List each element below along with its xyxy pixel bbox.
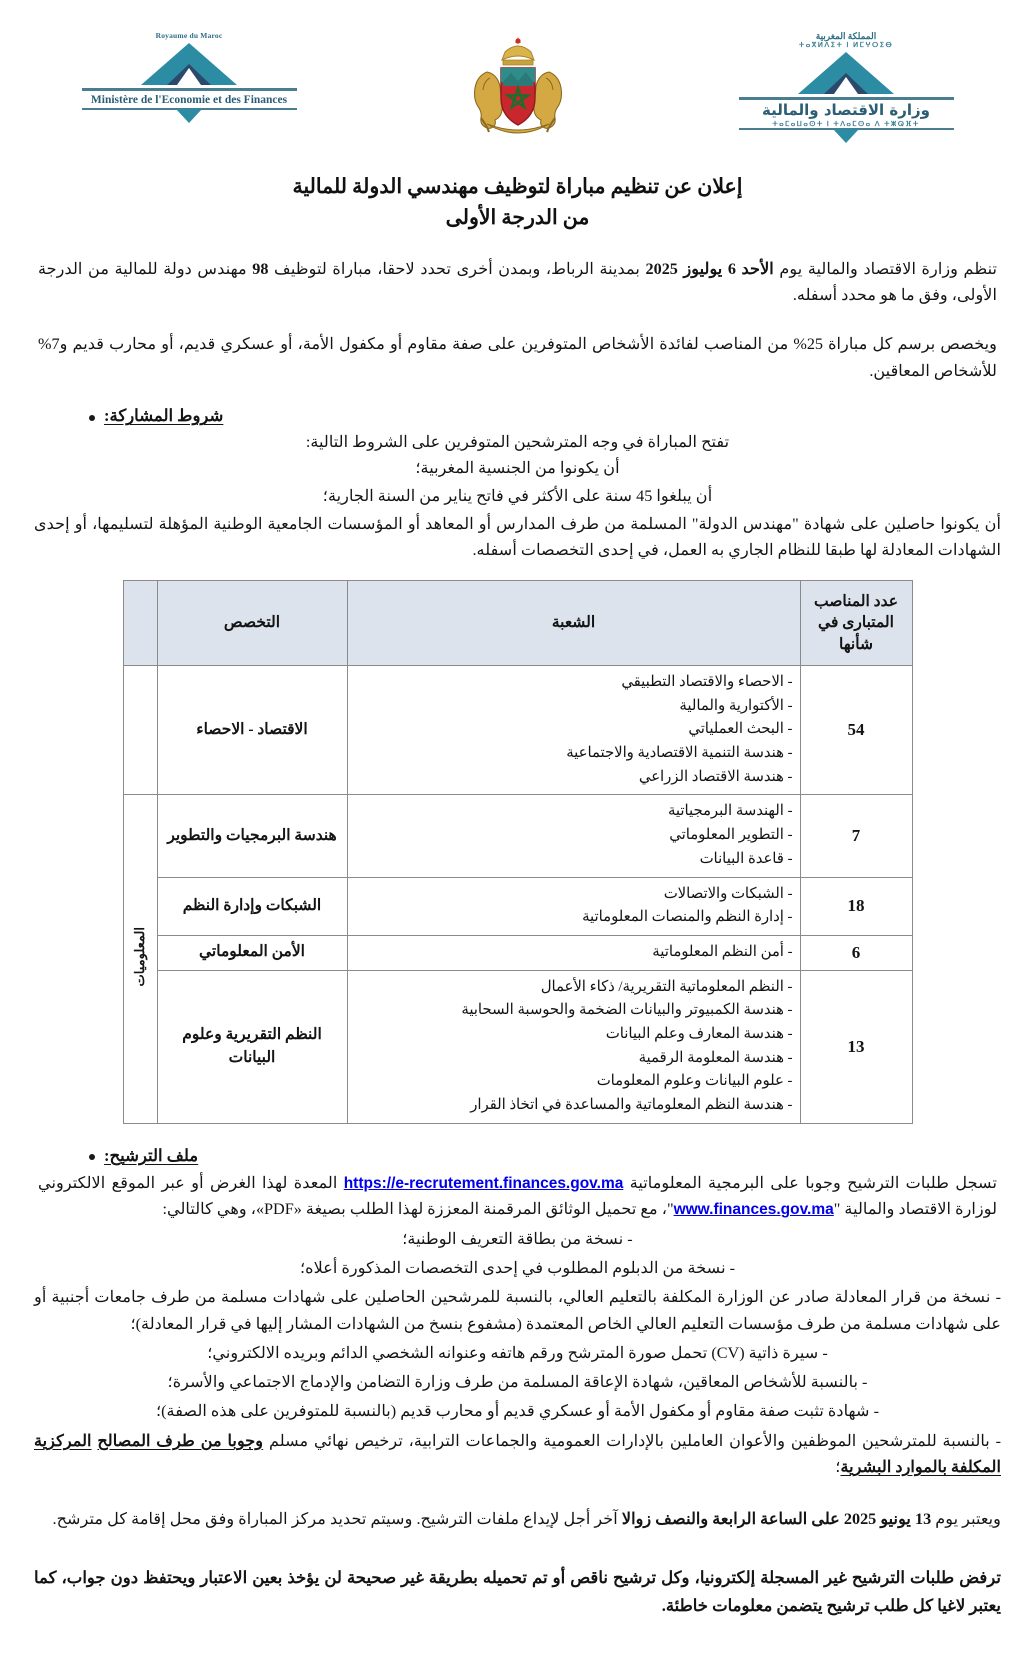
row-branches (347, 666, 800, 795)
row-count: 54 (800, 666, 912, 795)
table-row (123, 877, 912, 935)
ministry-emblem-triangle-icon (119, 43, 259, 87)
logo-divider-top-ar (739, 97, 954, 100)
positions-total: 98 (252, 259, 269, 278)
conditions-heading-label: شروط المشاركة: (104, 406, 224, 426)
application-paragraph (38, 1170, 997, 1223)
specialties-table-wrap (123, 580, 913, 1123)
intro-paragraph-1 (38, 256, 997, 309)
condition-item: أن يكونوا من الجنسية المغربية؛ (415, 459, 620, 478)
conditions-list (34, 456, 1001, 564)
document-item: - نسخة من الدبلوم المطلوب في إحدى التخصصات المذكورة أعلاه؛ (299, 1259, 736, 1278)
table-header-row (123, 581, 912, 666)
required-documents-list (34, 1226, 1001, 1480)
branch-line: - الهندسة البرمجياتية (667, 803, 793, 820)
application-heading (34, 1146, 1001, 1166)
row-branches (347, 935, 800, 970)
branch-line: - هندسة النظم المعلوماتية والمساعدة في اتخاذ القرار (470, 1096, 793, 1113)
document-item: - شهادة تثبت صفة مقاوم أو مكفول الأمة أو عسكري قديم أو محارب قديم (بالنسبة للمتوفرين على هذه الصفة)؛ (156, 1402, 879, 1421)
row-count: 18 (800, 877, 912, 935)
row-branches (347, 795, 800, 877)
header-family-spacer (123, 581, 157, 666)
last-doc-end: ؛ (835, 1457, 841, 1476)
document-item-last (34, 1428, 1001, 1480)
header-count: عدد المناصب المتبارى في شأنها (800, 581, 912, 666)
condition-item: أن يبلغوا 45 سنة على الأكثر في فاتح يناير من السنة الجارية؛ (322, 487, 713, 506)
finances-website-url-link[interactable]: www.finances.gov.ma (673, 1201, 834, 1219)
row-specialty: الشبكات وإدارة النظم (157, 877, 347, 935)
row-family-empty (123, 666, 157, 795)
branch-line: - الأكتوارية والمالية (679, 697, 793, 714)
row-branches (347, 877, 800, 935)
intro-p1-a: تنظم وزارة الاقتصاد والمالية يوم (773, 259, 997, 278)
document-item: - بالنسبة للأشخاص المعاقين، شهادة الإعاقة المسلمة من طرف وزارة التضامن والإدماج الاجتماعي والأسرة؛ (167, 1373, 868, 1392)
branch-line: - قاعدة البيانات (699, 850, 793, 867)
right-logo-kingdom-text: المملكة المغربية (815, 31, 877, 41)
competition-date: الأحد 6 يوليوز 2025 (645, 259, 774, 278)
right-logo-kingdom-tifinagh: ⵜⴰⴳⵍⴷⵉⵜ ⵏ ⵍⵎⵖⵔⵉⴱ (798, 41, 894, 50)
branch-line: - إدارة النظم والمنصات المعلوماتية (582, 909, 793, 926)
table-row (123, 795, 912, 877)
application-p-c: "، مع تحميل الوثائق المرقمنة المعززة لهذا الطلب بصيغة «PDF»، وهي كالتالي: (162, 1200, 674, 1219)
header-branch: الشعبة (347, 581, 800, 666)
row-count: 6 (800, 935, 912, 970)
row-specialty: الأمن المعلوماتي (157, 935, 347, 970)
table-row (123, 666, 912, 795)
row-branches (347, 970, 800, 1123)
table-row (123, 935, 912, 970)
intro-paragraph-2: ويخصص برسم كل مباراة 25% من المناصب لفائدة الأشخاص المتوفرين على صفة مقاوم أو مكفول الأمة، أو عسكري قديم، أو محارب قديم و7% للأشخاص المعاقين. (38, 334, 997, 380)
bullet-dot-icon (89, 415, 95, 421)
deadline-paragraph (34, 1506, 1001, 1534)
branch-line: - التطوير المعلوماتي (669, 827, 793, 844)
application-p-b: المعدة لهذا الغرض أو عبر الموقع الالكتروني لوزارة الاقتصاد والمالية " (38, 1173, 997, 1219)
branch-line: - هندسة الاقتصاد الزراعي (638, 768, 793, 785)
page-title-line-1: إعلان عن تنظيم مباراة لتوظيف مهندسي الدولة للمالية (292, 176, 743, 198)
header-specialty: التخصص (157, 581, 347, 666)
branch-line: - الاحصاء والاقتصاد التطبيقي (621, 674, 793, 691)
conditions-heading (34, 406, 1001, 426)
ministry-logo-arabic (721, 32, 971, 144)
branch-line: - هندسة التنمية الاقتصادية والاجتماعية (566, 745, 793, 762)
ministry-logo-french (64, 32, 314, 124)
warning-paragraph (34, 1564, 1001, 1620)
left-logo-kingdom-text: Royaume du Maroc (155, 31, 223, 40)
row-count: 13 (800, 970, 912, 1123)
branch-line: - النظم المعلوماتية التقريرية/ ذكاء الأعمال (540, 978, 793, 995)
intro-p1-c: مهندس دولة للمالية من الدرجة الأولى، وفق ما هو محدد أسفله. (38, 259, 997, 305)
branch-line: - هندسة الكمبيوتر والبيانات الضخمة والحوسبة السحابية (461, 1002, 793, 1019)
e-recruitement-url-link[interactable]: https://e-recrutement.finances.gov.ma (343, 1174, 624, 1192)
application-heading-label: ملف الترشيح: (104, 1145, 199, 1165)
page-title (208, 172, 828, 234)
warning-line-1: ترفض طلبات الترشيح غير المسجلة إلكترونيا، وكل ترشيح ناقص أو تم تحميله بطريقة غير صحيحة لن يؤخذ بعين الاعتبار ويحتفظ دون جواب، (61, 1567, 1002, 1587)
deadline-b: آخر أجل لإيداع ملفات الترشيح. وسيتم تحديد مركز المباراة وفق محل إقامة كل مترشح. (52, 1510, 622, 1529)
branch-line: - علوم البيانات وعلوم المعلومات (596, 1073, 793, 1090)
specialties-table (123, 580, 913, 1123)
row-specialty: الاقتصاد - الاحصاء (157, 666, 347, 795)
deadline-a: ويعتبر يوم (931, 1510, 1001, 1529)
document-header (34, 26, 1001, 138)
family-group-label: المعلوميات (132, 926, 147, 987)
conditions-lead: تفتح المباراة في وجه المترشحين المتوفرين على الشروط التالية: (305, 433, 730, 452)
branch-line: - أمن النظم المعلوماتية (652, 943, 793, 960)
family-group-cell (123, 795, 157, 1123)
branch-line: - الشبكات والاتصالات (663, 885, 793, 902)
last-doc-text: - بالنسبة للمترشحين الموظفين والأعوان العاملين بالإدارات العمومية والجماعات الترابية، ترخيص نهائي مسلم (263, 1431, 1002, 1450)
table-row (123, 970, 912, 1123)
right-logo-ministry-name: وزارة الاقتصاد والمالية (761, 100, 931, 119)
application-p-a: تسجل طلبات الترشيح وجوبا على البرمجية المعلوماتية (623, 1173, 997, 1192)
last-doc-underlined-1: وجوبا من طرف المصالح (97, 1431, 264, 1450)
right-logo-ministry-tifinagh: ⵜⴰⵎⴰⵡⴰⵙⵜ ⵏ ⵜⴷⴰⵎⵙⴰ ⴷ ⵜⵥⵕⴼⵜ (772, 119, 920, 128)
last-doc-underlined-2: المركزية المكلفة بالموارد البشرية (34, 1431, 1001, 1476)
deadline-datetime: 13 يونيو 2025 على الساعة الرابعة والنصف زوالا (621, 1510, 932, 1529)
warning-line-2: كما يعتبر لاغيا كل طلب ترشيح يتضمن معلومات خاطئة. (34, 1567, 1001, 1615)
bullet-dot-icon (89, 1154, 95, 1160)
row-specialty: النظم التقريرية وعلوم البيانات (157, 970, 347, 1123)
coat-of-arms-icon (443, 32, 593, 144)
document-item: - نسخة من بطاقة التعريف الوطنية؛ (402, 1230, 633, 1249)
condition-item: أن يكونوا حاصلين على شهادة "مهندس الدولة" المسلمة من طرف المدارس أو المعاهد أو المؤسسات الجامعية الوطنية المؤهلة لتسليمها، أو إحدى الشهادات المعادلة لها طبقا للنظام الجاري به العمل، في إحدى التخصصات أسفله. (34, 515, 1001, 560)
branch-line: - البحث العملياتي (688, 721, 793, 738)
logo-divider-top (82, 88, 297, 91)
ministry-emblem-triangle-icon-ar (776, 52, 916, 96)
branch-line: - هندسة المعلومة الرقمية (638, 1049, 793, 1066)
page-title-line-2: من الدرجة الأولى (445, 206, 590, 229)
document-item: - نسخة من قرار المعادلة صادر عن الوزارة المكلفة بالتعليم العالي، بالنسبة للمرشحين الحاصلين على شهادات مسلمة من طرف جامعات أجنبية أو على شهادات مسلمة من طرف مؤسسات التعليم العالي الخاص المعتمدة (مشفوع بنسخ من الشهادات المشار إليها في قرار المعادلة)؛ (34, 1288, 1001, 1333)
row-specialty: هندسة البرمجيات والتطوير (157, 795, 347, 877)
row-count: 7 (800, 795, 912, 877)
document-item: - سيرة ذاتية (CV) تحمل صورة المترشح ورقم هاتفه وعنوانه الشخصي الدائم وبريده الالكتروني؛ (207, 1343, 828, 1362)
left-logo-ministry-name: Ministère de l'Economie et des Finances (90, 93, 288, 106)
branch-line: - هندسة المعارف وعلم البيانات (605, 1025, 793, 1042)
intro-p1-b: بمدينة الرباط، وبمدن أخرى تحدد لاحقا، مباراة لتوظيف (268, 259, 646, 278)
